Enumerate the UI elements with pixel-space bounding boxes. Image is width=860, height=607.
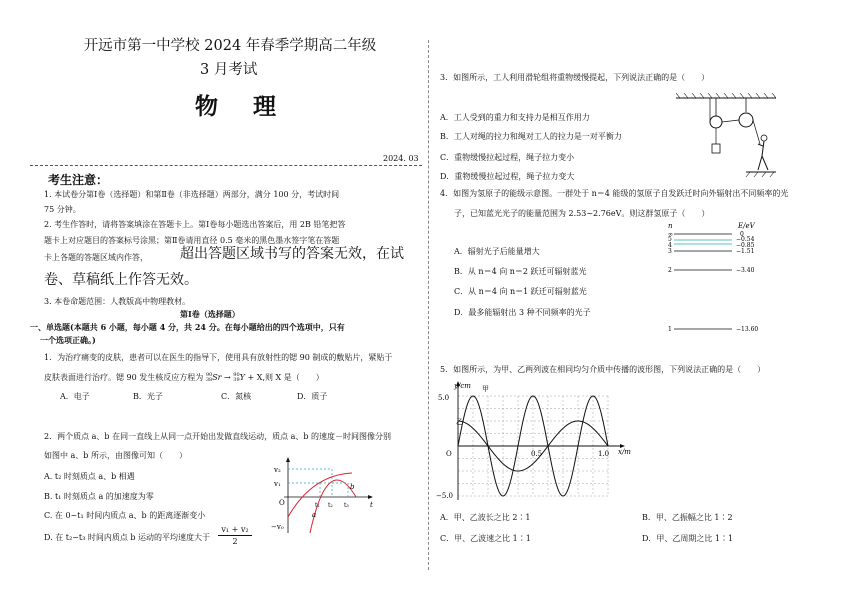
y-symbol: Y bbox=[239, 373, 245, 382]
eq-tail: + X,则 X 是（ ） bbox=[247, 373, 324, 382]
q3-option-d: D．重物缓慢拉起过程，绳子拉力变大 bbox=[440, 172, 575, 181]
q1-text-b bbox=[44, 372, 324, 383]
notice-heading: 考生注意： bbox=[48, 173, 109, 187]
q3-option-a: A．工人受到的重力和支持力是相互作用力 bbox=[440, 113, 590, 122]
subject-title: 物 理 bbox=[195, 94, 282, 120]
label-b: b bbox=[350, 483, 355, 491]
notice-item-2a: 2. 考生作答时，请将答案填涂在答题卡上。第Ⅰ卷每小题选出答案后，用 2B 铅笔把答 bbox=[44, 220, 346, 229]
level-inf-n: ∞ bbox=[668, 231, 673, 238]
sr-mass: 90 bbox=[205, 372, 213, 378]
label-n: n bbox=[668, 222, 673, 230]
x-tick-mid: 0.5 bbox=[531, 450, 543, 458]
q5-option-d: D．甲、乙周期之比 1∶1 bbox=[642, 534, 734, 543]
label-t1: t₁ bbox=[315, 502, 320, 509]
q2-fraction-numerator: v₁ + v₂ bbox=[218, 524, 252, 536]
y-tick-top: 5.0 bbox=[438, 394, 450, 402]
label-t: t bbox=[370, 501, 373, 509]
level-4-n: 4 bbox=[668, 242, 672, 249]
label-a: a bbox=[312, 511, 317, 519]
q5-option-c: C．甲、乙波速之比 1∶1 bbox=[440, 534, 531, 543]
level-4-e: −0.85 bbox=[736, 242, 755, 249]
q4-option-a: A．辐射光子后能量增大 bbox=[454, 247, 540, 256]
level-inf-e: 0 bbox=[740, 231, 744, 238]
series-jia-label: 甲 bbox=[482, 385, 489, 393]
y-number: 39 bbox=[233, 377, 240, 383]
level-3-n: 3 bbox=[668, 248, 672, 255]
q2-fraction-denominator: 2 bbox=[232, 537, 238, 546]
eq-arrow: → bbox=[224, 373, 231, 382]
q4-text-a: 4．如图为氢原子的能级示意图。一群处于 n＝4 能级的氢原子自发跃迁时向外辐射出不同频率的光 bbox=[440, 189, 789, 198]
x-tick-end: 1.0 bbox=[598, 450, 610, 458]
q2-option-b: B. t₁ 时刻质点 a 的加速度为零 bbox=[44, 492, 154, 501]
label-t3: t₃ bbox=[344, 502, 349, 509]
level-3-e: −1.51 bbox=[736, 248, 755, 255]
label-v1: v₁ bbox=[274, 480, 281, 488]
q1-option-a: A．电子 bbox=[60, 392, 90, 401]
label-v2: v₂ bbox=[274, 466, 281, 474]
q2-vt-graph bbox=[270, 455, 380, 540]
y-axis-label: y/cm bbox=[454, 382, 471, 390]
section-title: 第Ⅰ卷（选择题） bbox=[180, 309, 240, 319]
level-2-n: 2 bbox=[668, 267, 672, 274]
q3-option-b: B．工人对绳的拉力和绳对工人的拉力是一对平衡力 bbox=[440, 132, 622, 141]
notice-item-3: 3. 本卷命题范围：人教版高中物理教材。 bbox=[44, 297, 191, 306]
q4-option-b: B．从 n＝4 向 n＝2 跃迁可辐射蓝光 bbox=[454, 267, 587, 276]
origin-label: O bbox=[446, 450, 452, 458]
q2-option-c: C. 在 0~t₁ 时间内质点 a、b 的距离逐渐变小 bbox=[44, 511, 206, 520]
y-mass: 90 bbox=[233, 372, 240, 378]
header-divider bbox=[30, 165, 422, 166]
q1-text-a: 1．为治疗痛变的皮肤，患者可以在医生的指导下，使用具有放射性的锶 90 制成的敷贴片，紧贴于 bbox=[44, 353, 393, 362]
notice-item-1a: 1. 本试卷分第Ⅰ卷（选择题）和第Ⅱ卷（非选择题）两部分，满分 100 分，考试时间 bbox=[44, 190, 340, 199]
sr-symbol: Sr bbox=[212, 373, 222, 382]
wave-axes bbox=[456, 381, 625, 500]
q2-text-a: 2．两个质点 a、b 在同一直线上从同一点开始出发做直线运动，质点 a、b 的速度－时间图像分别 bbox=[44, 432, 392, 441]
label-minus-v0: −v₀ bbox=[271, 523, 284, 531]
y-tick-bottom: −5.0 bbox=[436, 492, 453, 500]
q4-text-b: 子，已知蓝光光子的能量范围为 2.53~2.76eV。则这群氢原子（ ） bbox=[454, 209, 710, 218]
q2-fraction bbox=[218, 524, 252, 547]
notice-warning-2: 卷、草稿纸上作答无效。 bbox=[44, 272, 198, 288]
series-yi-label: 乙 bbox=[456, 418, 463, 426]
level-2-e: −3.40 bbox=[736, 267, 755, 274]
q1-option-c: C．氮核 bbox=[221, 392, 252, 401]
notice-warning-1: 超出答题区域书写的答案无效，在试 bbox=[180, 246, 404, 262]
q4-option-d: D．最多能辐射出 3 种不同频率的光子 bbox=[454, 308, 591, 317]
notice-item-2b: 题卡上对应题目的答案标号涂黑；第Ⅱ卷请用直径 0.5 毫米的黑色墨水签字笔在答题 bbox=[44, 236, 340, 245]
level-5-n: 5 bbox=[668, 236, 672, 243]
sr-number: 38 bbox=[205, 377, 213, 383]
q2-option-d: D. 在 t₂~t₃ 时间内质点 b 运动的平均速度大于 bbox=[44, 533, 211, 542]
q5-option-b: B．甲、乙振幅之比 1∶2 bbox=[642, 513, 733, 522]
q3-text: 3．如图所示，工人利用滑轮组将重物缓慢提起，下列说法正确的是（ ） bbox=[440, 73, 710, 82]
level-1-n: 1 bbox=[668, 326, 672, 333]
q4-energy-level-diagram bbox=[668, 220, 788, 340]
exam-date: 2024. 03 bbox=[383, 154, 419, 163]
q2-text-b: 如图中 a、b 所示，由图像可知（ ） bbox=[44, 451, 187, 460]
q1-option-b: B．光子 bbox=[133, 392, 163, 401]
level-1-e: −13.60 bbox=[736, 326, 759, 333]
section-instruction-a: 一、单选题(本题共 6 小题，每小题 4 分，共 24 分。在每小题给出的四个选项中，只有 bbox=[30, 322, 345, 332]
q2-option-a: A. t₂ 时刻质点 a、b 相遇 bbox=[44, 472, 135, 481]
x-axis-label: x/m bbox=[618, 448, 631, 456]
column-divider bbox=[428, 40, 429, 570]
q5-wave-chart bbox=[436, 378, 646, 504]
notice-item-2c: 卡上各题的答题区域内作答， bbox=[44, 253, 148, 262]
q1-text-b-lead: 皮肤表面进行治疗。锶 90 发生核反应方程为 bbox=[44, 373, 204, 382]
paper-title: 开远市第一中学校 2024 年春季学期高二年级 bbox=[83, 38, 377, 54]
q5-option-a: A．甲、乙波长之比 2∶1 bbox=[440, 513, 531, 522]
q3-pulley-figure bbox=[676, 92, 776, 180]
q1-equation bbox=[206, 372, 324, 383]
notice-item-1b: 75 分钟。 bbox=[44, 205, 81, 214]
q1-option-d: D．质子 bbox=[297, 392, 328, 401]
label-origin: O bbox=[279, 499, 285, 507]
label-t2: t₂ bbox=[328, 502, 333, 509]
q3-option-c: C．重物缓慢拉起过程，绳子拉力变小 bbox=[440, 153, 575, 162]
q5-text: 5．如图所示，为甲、乙两列波在相同均匀介质中传播的波形图，下列说法正确的是（ ） bbox=[440, 365, 766, 374]
label-energy: E/eV bbox=[738, 222, 755, 230]
paper-subtitle: 3 月考试 bbox=[200, 62, 258, 78]
section-instruction-b: 一个选项正确。) bbox=[40, 335, 96, 345]
q4-option-c: C．从 n＝4 向 n＝1 跃迁可辐射蓝光 bbox=[454, 287, 587, 296]
level-5-e: −0.54 bbox=[736, 236, 755, 243]
